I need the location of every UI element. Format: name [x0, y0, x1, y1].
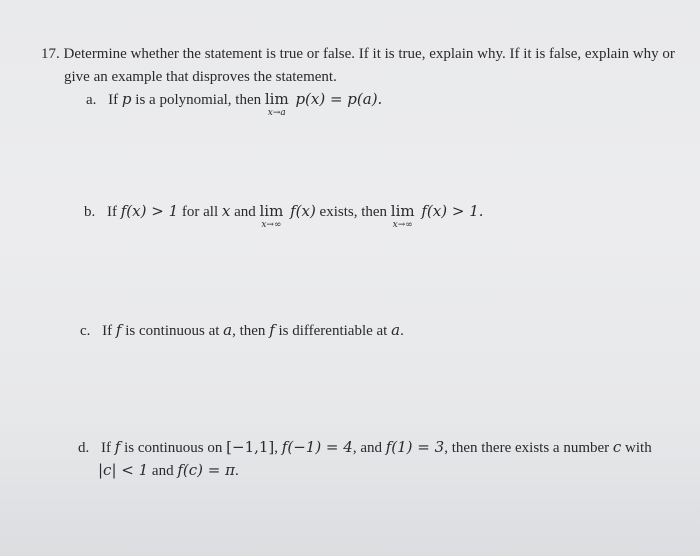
part-a-limit: [264, 90, 289, 118]
part-c-var-f-1: f: [115, 321, 122, 339]
part-c-label: c.: [80, 323, 91, 339]
part-d-condition-3: |c| < 1: [98, 461, 149, 479]
problem-prompt-text-1: Determine whether the statement is true or false. If it is true, explain why. If it is false, explain why or: [63, 46, 675, 62]
part-c: [80, 321, 404, 340]
part-b-text-and: and: [234, 204, 256, 220]
part-b: [84, 202, 484, 230]
part-b-var-x: x: [221, 202, 231, 220]
part-d-label: d.: [78, 440, 90, 456]
part-d-condition-2: f(1) = 3: [385, 438, 445, 456]
part-c-var-a-1: a: [223, 321, 233, 339]
part-a: [86, 90, 383, 118]
part-a-text: is a polynomial, then: [135, 92, 262, 108]
part-d-text-then-exists: , then there exists a number: [444, 440, 610, 456]
part-a-expression: p(x) = p(a).: [295, 90, 383, 108]
part-b-lim2-word: lim: [390, 202, 415, 220]
part-c-text-if: If: [102, 323, 113, 339]
part-b-limit-2: [390, 202, 415, 230]
part-b-expression-2: f(x): [290, 202, 316, 220]
part-d-condition-4: f(c) = π: [177, 461, 235, 479]
part-c-text-differentiable: is differentiable at: [278, 323, 388, 339]
part-b-text-exists: exists, then: [319, 204, 388, 220]
part-b-expression-1: f(x) > 1: [120, 202, 179, 220]
part-b-lim1-subscript: x→∞: [261, 220, 282, 230]
part-d-line1: [78, 438, 652, 457]
part-d-text-and-2: and: [151, 463, 174, 479]
problem-prompt-line1: [41, 45, 675, 63]
part-a-lim-subscript: x→a: [267, 108, 286, 118]
part-c-text-period: .: [400, 323, 404, 339]
part-b-text-forall: for all: [181, 204, 219, 220]
part-a-label: a.: [86, 92, 97, 108]
part-b-lim1-word: lim: [259, 202, 284, 220]
part-d-text-period: .: [234, 463, 239, 479]
part-d-var-f: f: [114, 438, 121, 456]
part-a-lim-word: lim: [264, 90, 289, 108]
problem-prompt-line2: [64, 68, 337, 86]
part-c-var-f-2: f: [269, 321, 275, 339]
part-b-text-if: If: [107, 204, 117, 220]
part-d-line2: [98, 461, 239, 480]
part-d-interval: [−1,1]: [226, 438, 275, 456]
part-b-lim2-subscript: x→∞: [392, 220, 413, 230]
problem-prompt-text-2: give an example that disproves the statement.: [64, 69, 337, 85]
part-c-text-continuous: is continuous at: [125, 323, 220, 339]
part-a-var-p: p: [121, 90, 132, 108]
part-b-expression-3: f(x) > 1.: [421, 202, 484, 220]
part-d-var-c: c: [612, 438, 622, 456]
problem-number: 17.: [41, 46, 60, 62]
part-c-text-then: , then: [232, 323, 266, 339]
part-d-text-with: with: [625, 440, 652, 456]
part-b-limit-1: [259, 202, 284, 230]
part-a-text-if: If: [108, 92, 119, 108]
part-b-label: b.: [84, 204, 96, 220]
part-d-condition-1: f(−1) = 4: [281, 438, 353, 456]
part-d-text-continuous: is continuous on: [124, 440, 223, 456]
part-c-var-a-2: a: [391, 321, 401, 339]
part-d-text-if: If: [101, 440, 111, 456]
part-d-text-and: , and: [352, 440, 382, 456]
part-d-comma: ,: [274, 440, 279, 456]
